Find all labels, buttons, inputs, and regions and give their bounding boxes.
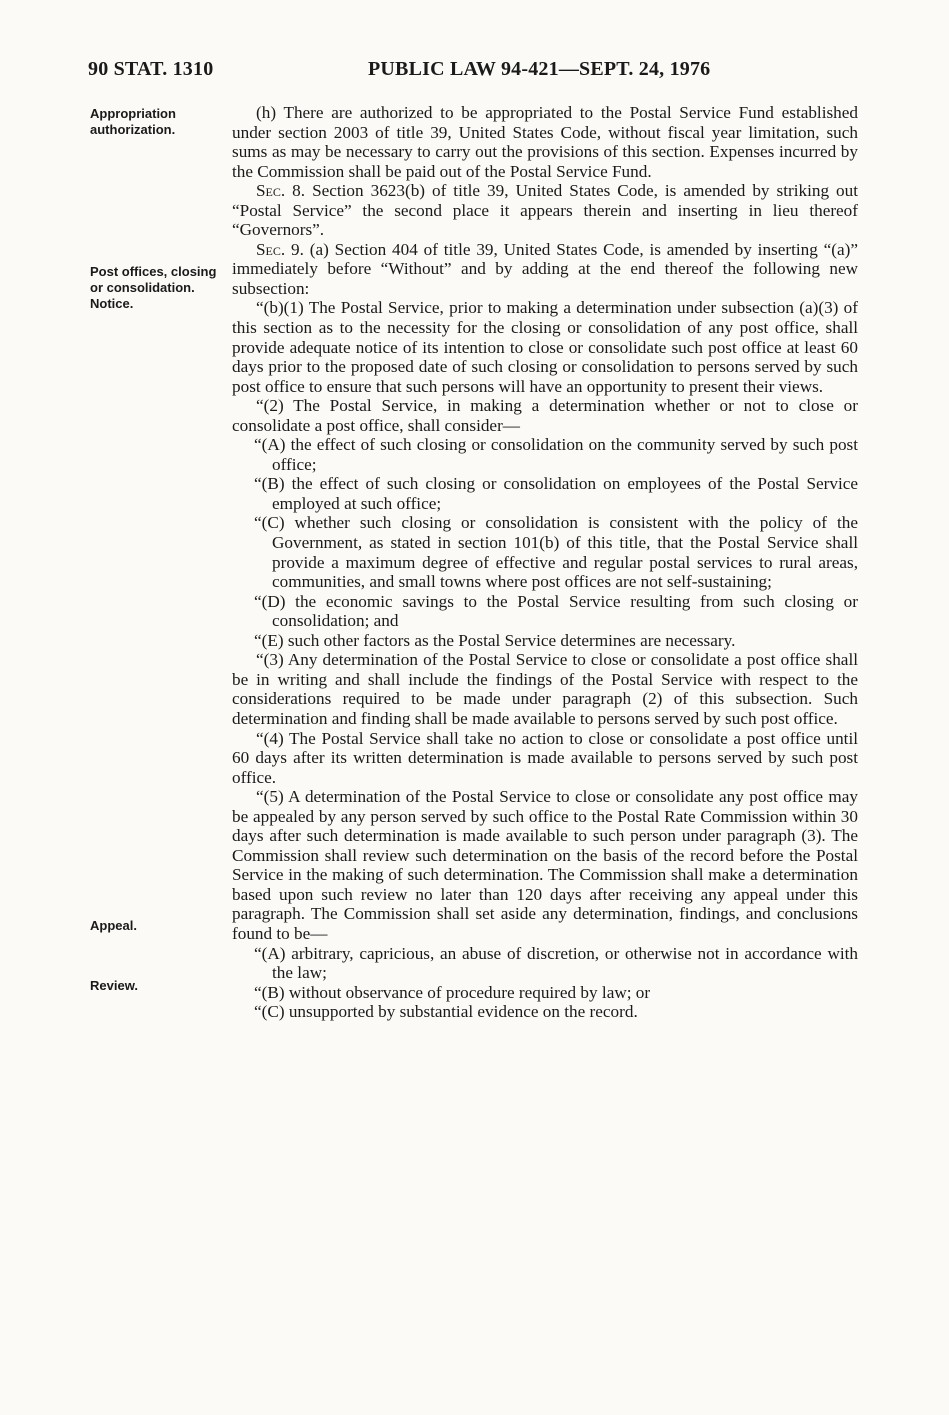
paragraph-h: (h) There are authorized to be appropriated to the Postal Service Fund established under section 2003 of title 39, United States Code, without fiscal year limitation, such sums as may be necessary to carry out the provisions of this section. Expenses incurred by the Commission shall be paid out of the Postal Service Fund. (232, 103, 858, 181)
paragraph-2-b: “(B) the effect of such closing or consolidation on employees of the Postal Service employed at such office; (254, 474, 858, 513)
public-law-title: PUBLIC LAW 94-421—SEPT. 24, 1976 (368, 58, 711, 80)
statute-page-number: 90 STAT. 1310 (88, 58, 214, 80)
margin-note-appropriation: Appropriation authorization. (90, 106, 176, 137)
paragraph-2: “(2) The Postal Service, in making a determination whether or not to close or consolidate a post office, shall consider— (232, 396, 858, 435)
sec-9-text: (a) Section 404 of title 39, United States Code, is amended by inserting “(a)” immediately before “Without” and by adding at the end thereof the following new subsection: (232, 239, 858, 298)
margin-note-appeal: Appeal. (90, 918, 137, 933)
paragraph-sec-8 (232, 181, 858, 240)
paragraph-5: “(5) A determination of the Postal Service to close or consolidate any post office may be appealed by any person served by such office to the Postal Rate Commission within 30 days after such determination is made available to such person under paragraph (3). The Commission shall review such determination on the basis of the record before the Postal Service in the making of such determination. The Commission shall make a determination based upon such review no later than 120 days after receiving any appeal under this paragraph. The Commission shall set aside any determination, findings, and conclusions found to be— (232, 787, 858, 943)
paragraph-4: “(4) The Postal Service shall take no action to close or consolidate a post office until 60 days after its written determination is made available to persons served by such post office. (232, 728, 858, 787)
paragraph-2-a: “(A) the effect of such closing or consolidation on the community served by such post office; (254, 435, 858, 474)
sec-8-label: Sec. 8. (256, 181, 306, 201)
page-header (88, 58, 858, 84)
paragraph-3: “(3) Any determination of the Postal Service to close or consolidate a post office shall be in writing and shall include the findings of the Postal Service with respect to the considerations required to be made under paragraph (2) of this subsection. Such determination and finding shall be made available to persons served by such post office. (232, 650, 858, 728)
sec-9-label: Sec. 9. (256, 239, 304, 259)
paragraph-5-c: “(C) unsupported by substantial evidence on the record. (254, 1002, 638, 1022)
paragraph-2-d: “(D) the economic savings to the Postal Service resulting from such closing or consolidation; and (254, 591, 858, 631)
margin-note-post-offices: Post offices, closing or consolidation. Notice. (90, 264, 217, 311)
sec-8-text: Section 3623(b) of title 39, United States Code, is amended by striking out “Postal Service” the second place it appears therein and inserting in lieu thereof “Governors”. (232, 181, 858, 240)
paragraph-2-e: “(E) such other factors as the Postal Service determines are necessary. (254, 630, 736, 650)
paragraph-b-1: “(b)(1) The Postal Service, prior to making a determination under subsection (a)(3) of this section as to the necessity for the closing or consolidation of any post office, shall provide adequate notice of its intention to close or consolidate such post office at least 60 days prior to the proposed date of such closing or consolidation to persons served by such post office to ensure that such persons will have an opportunity to present their views. (232, 298, 858, 396)
paragraph-2-c: “(C) whether such closing or consolidation is consistent with the policy of the Government, as stated in section 101(b) of this title, that the Postal Service shall provide a maximum degree of effective and regular postal services to rural areas, communities, and small towns where post offices are not self-sustaining; (254, 513, 858, 592)
paragraph-sec-9 (232, 240, 858, 299)
paragraph-5-b: “(B) without observance of procedure required by law; or (254, 982, 651, 1002)
margin-note-review: Review. (90, 978, 138, 993)
paragraph-5-a: “(A) arbitrary, capricious, an abuse of discretion, or otherwise not in accordance with the law; (254, 943, 858, 983)
document-body (232, 103, 858, 1022)
